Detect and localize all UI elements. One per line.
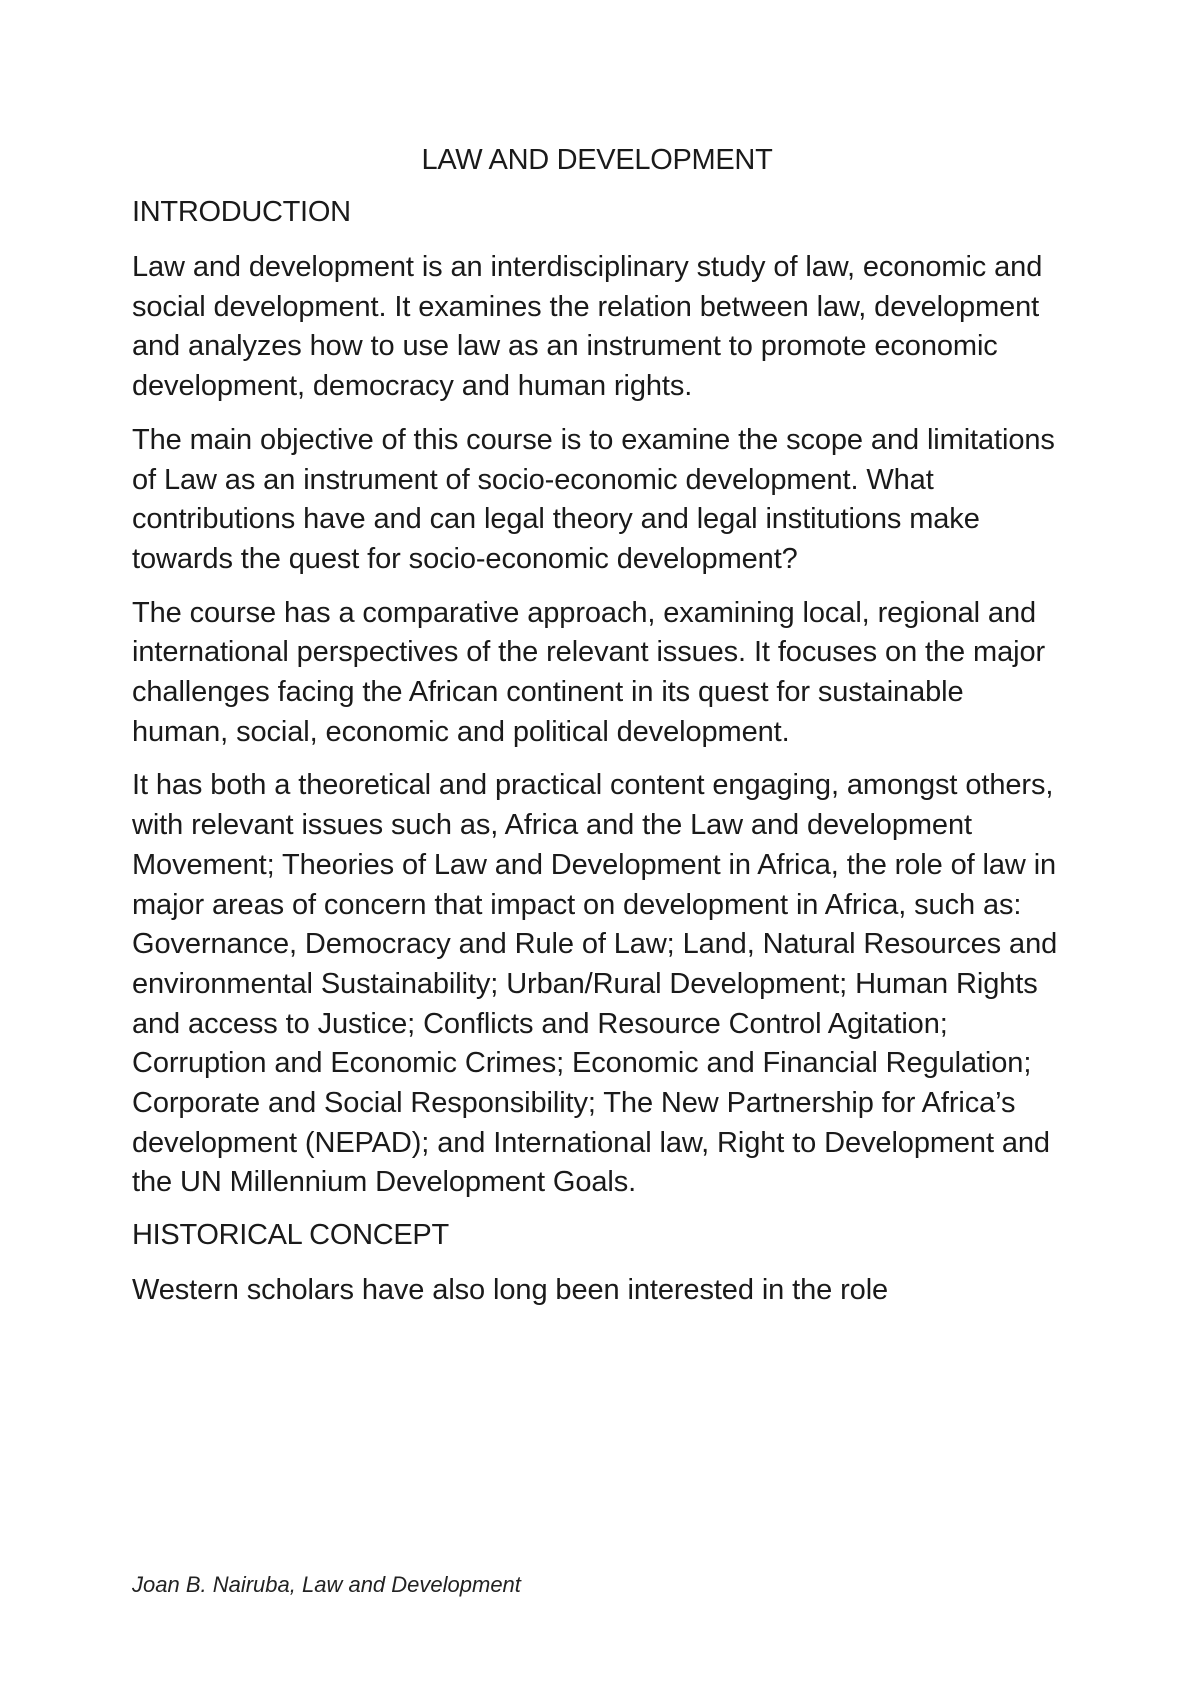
paragraph-intro-2: The main objective of this course is to examine the scope and limitations of Law as an instrument of socio-economic development. What contributions have and can legal theory and legal institutions make towards the quest for socio-economic development? bbox=[132, 423, 1055, 575]
paragraph-historical-1: Western scholars have also long been interested in the role bbox=[132, 1274, 889, 1307]
section-heading-historical-concept: HISTORICAL CONCEPT bbox=[132, 1219, 449, 1252]
document-title: LAW AND DEVELOPMENT bbox=[421, 144, 773, 176]
paragraph-intro-3: The course has a comparative approach, examining local, regional and international perspectives of the relevant issues. It focuses on the major challenges facing the African continent in its quest for sustainable human, social, economic and political development. bbox=[132, 596, 1046, 748]
paragraph-intro-4: It has both a theoretical and practical content engaging, amongst others, with relevant issues such as, Africa and the Law and development Movement; Theories of Law and Development in Africa, the role of law in major areas of concern that impact on development in Africa, such as: Governance, Democracy and Rule of Law; Land, Natural Resources and environmental Sustainability; Urban/Rural Development; Human Rights and access to Justice; Conflicts and Resource Control Agitation; Corruption and Economic Crimes; Economic and Financial Regulation; Corporate and Social Responsibility; The New Partnership for Africa’s development (NEPAD); and International law, Right to Development and the UN Millennium Development Goals. bbox=[132, 769, 1058, 1199]
page-footer: Joan B. Nairuba, Law and Development bbox=[132, 1572, 521, 1597]
paragraph-intro-1: Law and development is an interdisciplinary study of law, economic and social development. It examines the relation between law, development and analyzes how to use law as an instrument to promote economic development, democracy and human rights. bbox=[132, 251, 1043, 403]
document-page bbox=[132, 142, 1062, 1325]
section-heading-introduction: INTRODUCTION bbox=[132, 196, 351, 228]
